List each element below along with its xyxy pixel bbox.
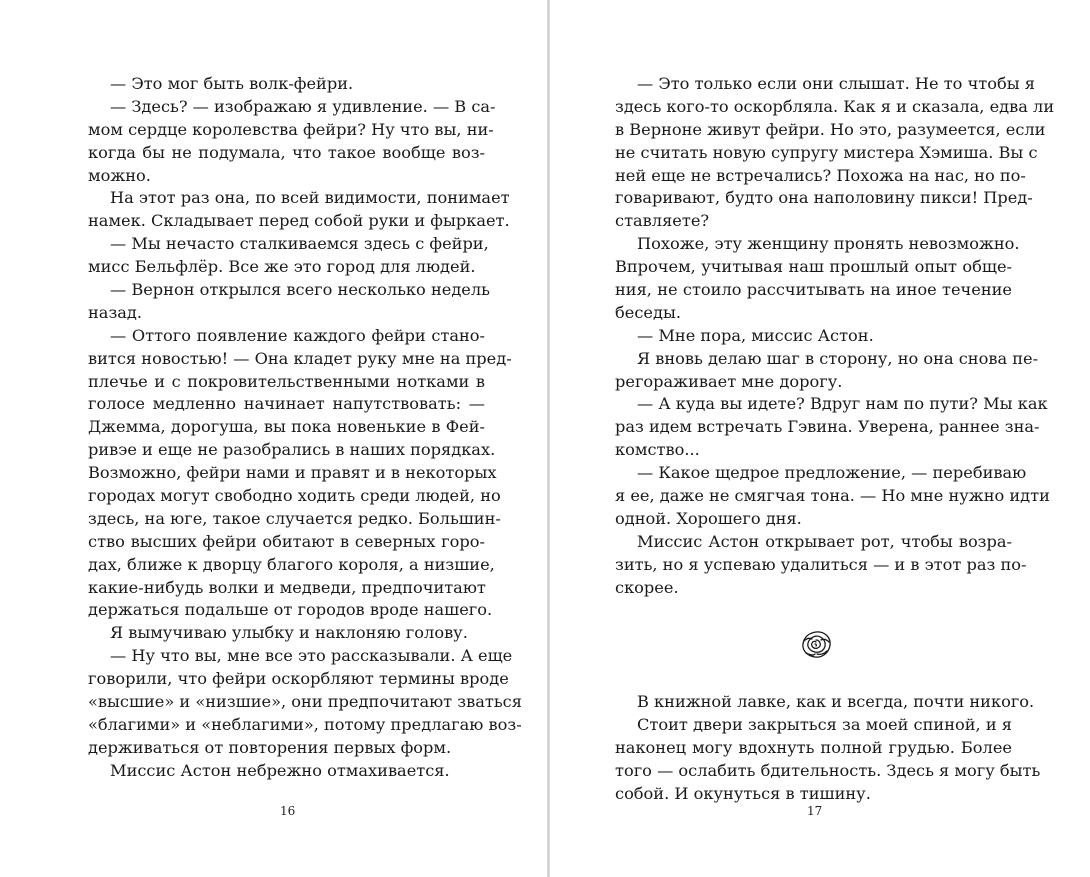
text-line: Стоит двери закрыться за моей спиной, и я [637, 714, 1012, 734]
right-page-section-2 [615, 691, 1041, 805]
text-line: Я вымучиваю улыбку и наклоняю голову. [110, 623, 468, 643]
text-line: комство... [615, 440, 700, 460]
text-line: Миссис Астон небрежно отмахивается. [110, 760, 450, 780]
text-line: можно. [88, 165, 151, 185]
text-line: Возможно, фейри нами и правят и в некоторых [88, 463, 497, 483]
text-line: назад. [88, 302, 143, 322]
text-line: говаривают, будто она наполовину пикси! Пред- [615, 188, 1033, 208]
text-line: беседы. [615, 302, 681, 322]
text-line: ривэе и еще не разобрались в наших порядках. [88, 440, 496, 460]
text-line: Похоже, эту женщину пронять невозможно. [637, 234, 1020, 254]
text-line: ния, не стоило рассчитывать на иное течение [615, 280, 1012, 300]
text-line: я ее, даже не смягчая тона. — Но мне нужно идти [615, 486, 1050, 506]
text-line: когда бы не подумала, что такое вообще воз- [88, 142, 485, 162]
text-line: На этот раз она, по всей видимости, понимает [110, 188, 510, 208]
text-line: «благими» и «неблагими», потому предлагаю воз- [88, 714, 522, 734]
text-line: мом сердце королевства фейри? Ну что вы, ни- [88, 119, 494, 139]
text-line: — А куда вы идете? Вдруг нам по пути? Мы как [637, 394, 1048, 414]
text-line: — Какое щедрое предложение, — перебиваю [637, 463, 1027, 483]
text-line: Впрочем, учитывая наш прошлый опыт обще- [615, 257, 1012, 277]
text-line: — Здесь? — изображаю я удивление. — В са- [110, 96, 496, 116]
text-line: скорее. [615, 577, 679, 597]
text-line: — Это только если они слышат. Не то чтобы я [637, 74, 1035, 93]
text-line: здесь кого-то оскорбляла. Как я и сказала, едва ли [615, 96, 1055, 116]
text-line: мисс Бельфлёр. Все же это город для людей. [88, 257, 476, 277]
text-line: какие-нибудь волки и медведи, предпочитают [88, 577, 486, 597]
rose-icon [798, 629, 834, 661]
text-line: ставляете? [615, 211, 710, 231]
section-break-ornament [620, 622, 1012, 668]
text-line: намек. Складывает перед собой руки и фыркает. [88, 211, 510, 231]
text-line: держиваться от повторения первых форм. [88, 737, 452, 757]
text-line: В книжной лавке, как и всегда, почти никого. [637, 692, 1035, 712]
text-line: городах могут свободно ходить среди людей, но [88, 486, 501, 506]
text-line: голосе медленно начинает напутствовать: — [88, 394, 485, 414]
text-line: зить, но я успеваю удалиться — и в этот раз по- [615, 554, 1027, 574]
text-line: в Верноне живут фейри. Но это, разумеется, если [615, 119, 1046, 139]
text-line: того — ослабить бдительность. Здесь я могу быть [615, 760, 1041, 780]
book-gutter [547, 0, 550, 877]
blank-line [615, 599, 1012, 622]
text-line: говорили, что фейри оскорбляют термины вроде [88, 669, 509, 689]
text-line: наконец могу вдохнуть полной грудью. Более [615, 737, 1012, 757]
text-line: — Ну что вы, мне все это рассказывали. А еще [110, 646, 513, 666]
text-line: Джемма, дорогуша, вы пока новенькие в Фей- [88, 417, 485, 437]
text-line: ство высших фейри обитают в северных горо- [88, 531, 485, 551]
text-line: одной. Хорошего дня. [615, 508, 802, 528]
text-line: «высшие» и «низшие», они предпочитают зваться [88, 692, 522, 712]
text-line: регораживает мне дорогу. [615, 371, 843, 391]
text-line: — Это мог быть волк-фейри. [110, 74, 354, 93]
text-line: Я вновь делаю шаг в сторону, но она снова пе- [637, 348, 1039, 368]
text-line: вится новостью! — Она кладет руку мне на пред- [88, 348, 512, 368]
right-page-text [615, 73, 1055, 806]
text-line: — Мы нечасто сталкиваемся здесь с фейри, [110, 234, 489, 254]
left-page-text [88, 73, 522, 783]
blank-line [615, 668, 1012, 691]
text-line: собой. И окунуться в тишину. [615, 783, 871, 803]
text-line: держаться подальше от городов вроде нашего. [88, 600, 493, 620]
text-line: не считать новую супругу мистера Хэмиша. Вы с [615, 142, 1038, 162]
right-page-section-1 [615, 73, 1055, 599]
text-line: дах, ближе к дворцу благого короля, а низшие, [88, 554, 495, 574]
text-line: плечье и с покровительственными нотками в [88, 371, 485, 391]
text-line: раз идем встречать Гэвина. Уверена, раннее зна- [615, 417, 1040, 437]
text-line: — Оттого появление каждого фейри стано- [110, 325, 485, 345]
text-line: ней еще не встречались? Похожа на нас, но по- [615, 165, 1026, 185]
page-number-right: 17 [807, 804, 823, 818]
text-line: — Мне пора, миссис Астон. [637, 325, 874, 345]
page-number-left: 16 [280, 804, 296, 818]
text-line: — Вернон открылся всего несколько недель [110, 280, 490, 300]
text-line: Миссис Астон открывает рот, чтобы возра- [637, 531, 1012, 551]
text-line: здесь, на юге, такое случается редко. Большин- [88, 508, 501, 528]
